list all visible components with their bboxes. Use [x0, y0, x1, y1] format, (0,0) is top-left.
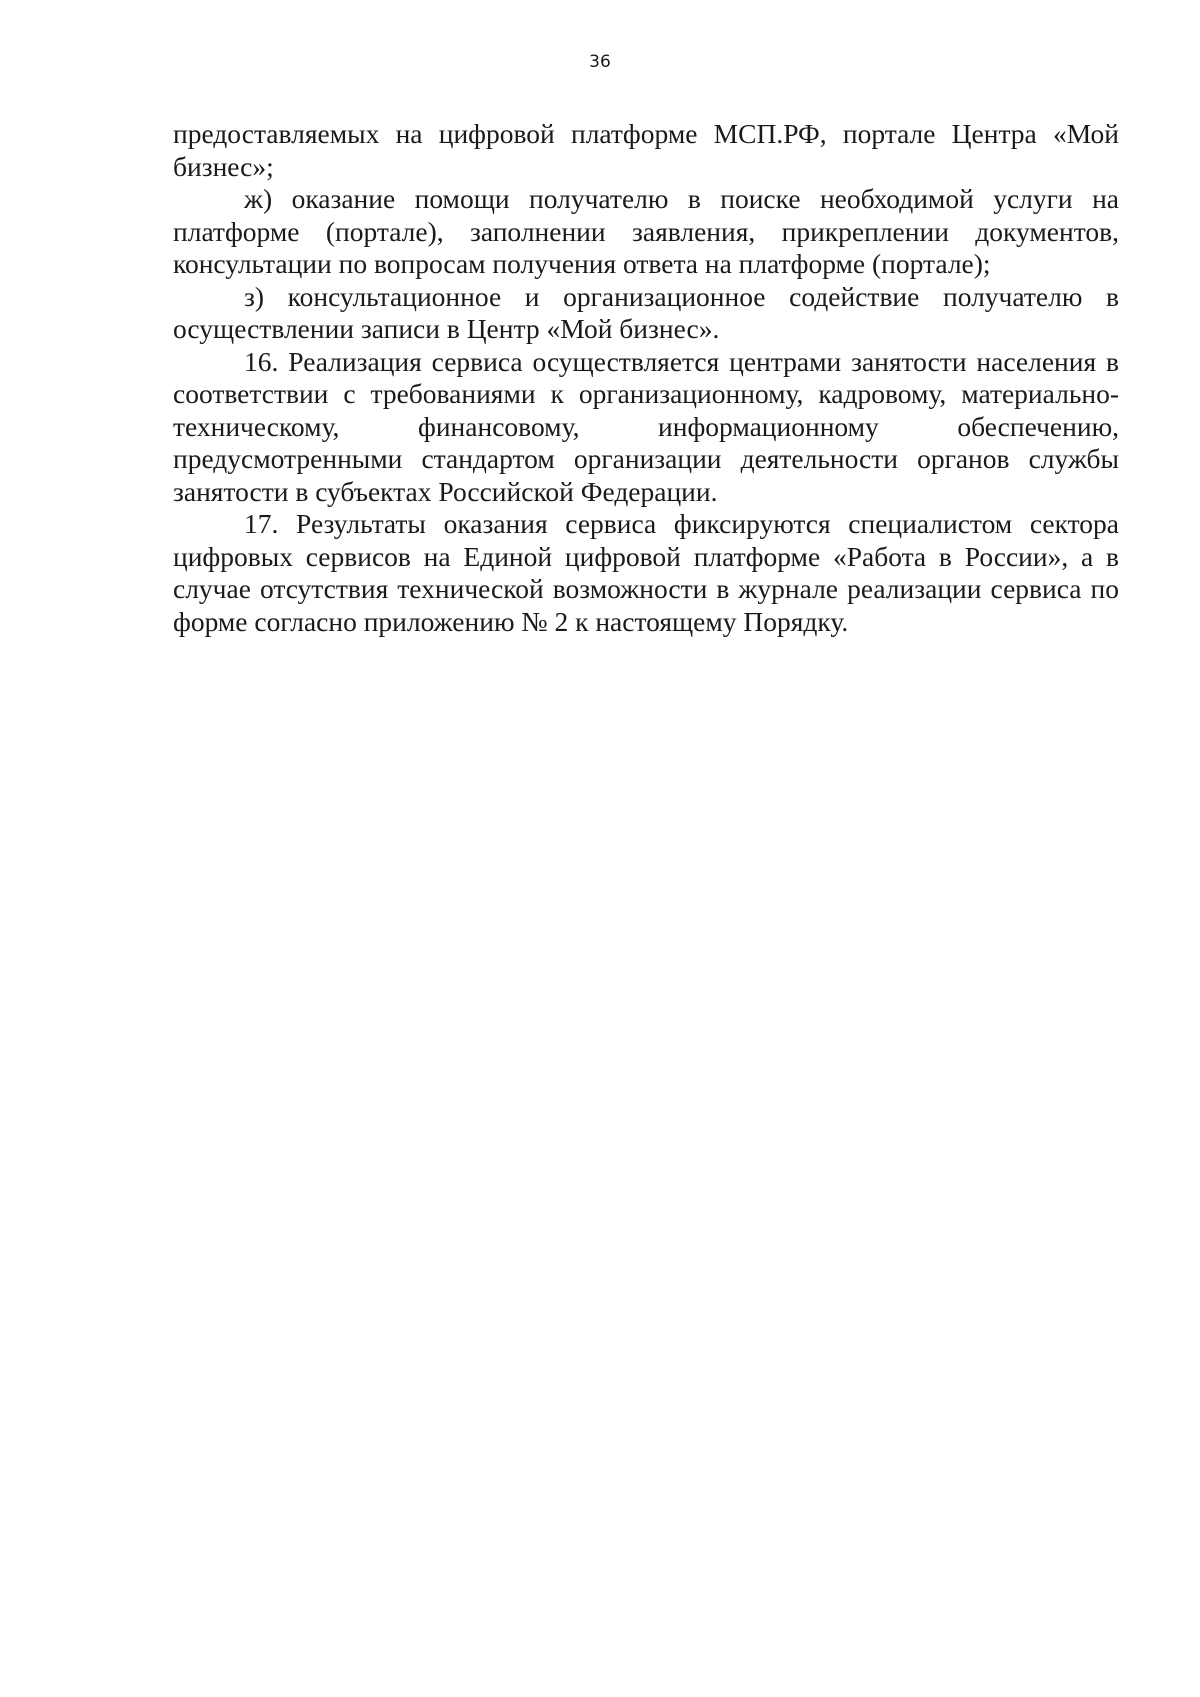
paragraph-item-z: з) консультационное и организационное содействие получателю в осуществлении записи в Центр «Мой бизнес».: [173, 280, 1119, 344]
document-body: [173, 118, 1119, 638]
paragraph-16: 16. Реализация сервиса осуществляется центрами занятости населения в соответствии с требованиями к организационному, кадровому, материально-техническому, финансовому, информационному обеспечению, предусмотренными стандартом организации деятельности органов службы занятости в субъектах Российской Федерации.: [173, 345, 1119, 507]
paragraph-continuation: предоставляемых на цифровой платформе МСП.РФ, портале Центра «Мой бизнес»;: [173, 118, 1119, 182]
paragraph-17: 17. Результаты оказания сервиса фиксируются специалистом сектора цифровых сервисов на Единой цифровой платформе «Работа в России», а в случае отсутствия технической возможности в журнале реализации сервиса по форме согласно приложению № 2 к настоящему Порядку.: [173, 508, 1119, 637]
page-number: 36: [589, 52, 611, 72]
paragraph-item-zh: ж) оказание помощи получателю в поиске необходимой услуги на платформе (портале), заполнении заявления, прикреплении документов, консультации по вопросам получения ответа на платформе (портале);: [173, 183, 1119, 279]
